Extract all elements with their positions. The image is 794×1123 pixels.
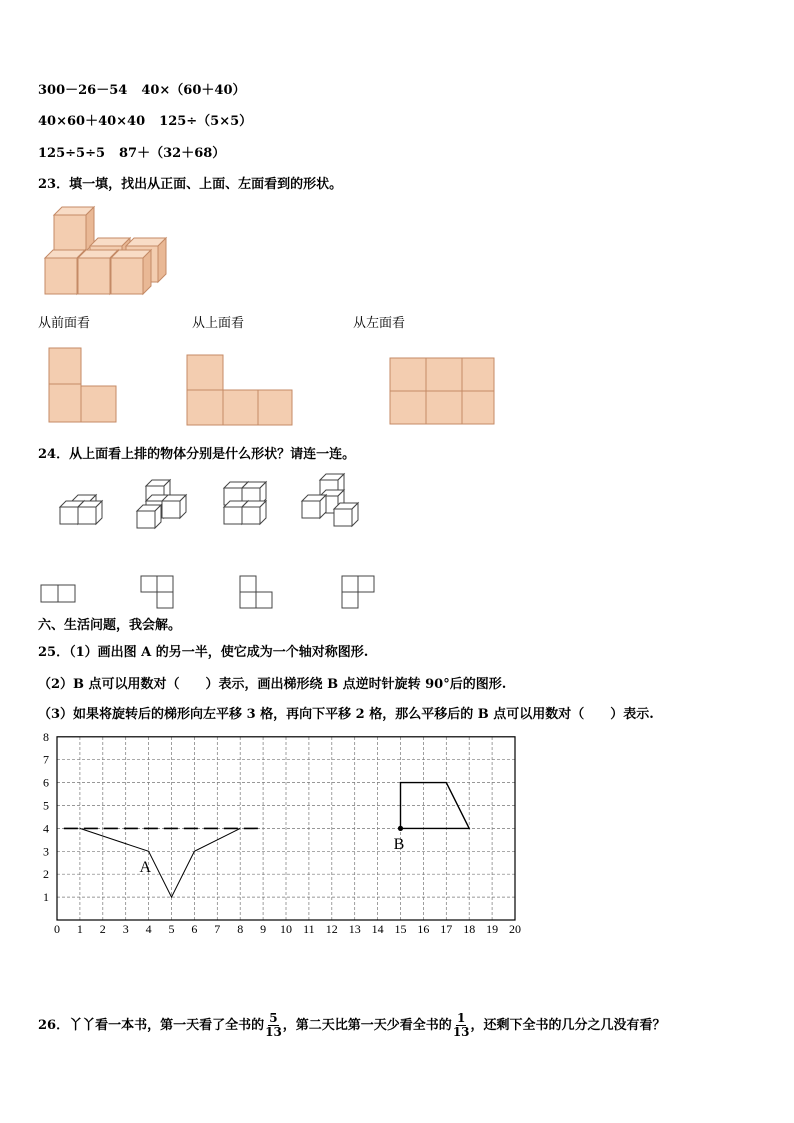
q26-text-1: 26．丫丫看一本书，第一天看了全书的 [38, 1018, 265, 1033]
figure-a [80, 828, 240, 897]
y-tick-label: 5 [43, 798, 49, 813]
fraction-1-denominator: 13 [265, 1025, 282, 1039]
calc-2a: 40×60＋40×40 [38, 114, 146, 129]
label-a: A [139, 858, 152, 876]
x-tick-label: 11 [303, 922, 315, 936]
section-6-title: 六、生活问题，我会解。 [38, 618, 182, 633]
top-view-label: 从上面看 [192, 316, 245, 331]
x-tick-label: 1 [76, 922, 83, 936]
top-view-shape [187, 355, 292, 425]
x-tick-label: 12 [325, 922, 338, 936]
x-tick-label: 6 [191, 922, 198, 936]
q24-object-4 [302, 474, 358, 526]
fraction-1-13 [453, 1012, 470, 1039]
x-tick-label: 16 [417, 922, 430, 936]
y-tick-label: 1 [43, 890, 49, 905]
calc-3b: 87＋（32＋68） [119, 146, 226, 161]
q24-object-3 [224, 482, 266, 524]
front-view-shape [49, 348, 116, 422]
y-tick-label: 7 [43, 752, 49, 767]
calc-3a: 125÷5÷5 [38, 146, 106, 161]
x-tick-label: 13 [348, 922, 361, 936]
q24-shape-4 [342, 576, 374, 608]
x-tick-label: 2 [99, 922, 106, 936]
left-view-shape [390, 358, 494, 424]
q24-object-1 [60, 495, 102, 524]
q23-cube-figure [45, 207, 166, 294]
q24-title: 24．从上面看上排的物体分别是什么形状？请连一连。 [38, 447, 356, 462]
calc-2b: 125÷（5×5） [159, 114, 253, 129]
x-tick-label: 8 [237, 922, 244, 936]
x-tick-label: 4 [145, 922, 152, 936]
q25-part1: 25．（1）画出图 A 的另一半，使它成为一个轴对称图形. [38, 645, 369, 660]
q24-shape-3 [240, 576, 272, 608]
q26-text-3: ，还剩下全书的几分之几没有看？ [470, 1018, 666, 1033]
x-tick-label: 19 [486, 922, 499, 936]
q25-part3: （3）如果将旋转后的梯形向左平移 3 格，再向下平移 2 格，那么平移后的 B 点可以用数对（ ）表示. [38, 707, 654, 722]
q26-text-2: ，第二天比第一天少看全书的 [282, 1018, 452, 1033]
x-tick-label: 5 [168, 922, 175, 936]
x-tick-label: 10 [280, 922, 292, 936]
q23-title: 23．填一填，找出从正面、上面、左面看到的形状。 [38, 177, 343, 192]
y-tick-label: 8 [43, 729, 49, 744]
x-tick-label: 15 [394, 922, 407, 936]
q24-object-2 [137, 480, 186, 528]
y-tick-label: 2 [43, 867, 49, 882]
label-b: B [393, 836, 405, 854]
x-tick-label: 17 [440, 922, 453, 936]
fraction-2-numerator: 1 [456, 1011, 466, 1025]
x-tick-label: 18 [463, 922, 476, 936]
fraction-2-denominator: 13 [452, 1025, 470, 1039]
x-tick-label: 20 [509, 922, 521, 936]
fraction-1-numerator: 5 [269, 1011, 278, 1025]
point-b [398, 826, 403, 831]
front-view-label: 从前面看 [38, 316, 91, 331]
q25-part2: （2）B 点可以用数对（ ）表示，画出梯形绕 B 点逆时针旋转 90°后的图形. [38, 677, 507, 692]
y-tick-label: 3 [43, 844, 49, 859]
q26-question [38, 1012, 666, 1039]
left-view-label: 从左面看 [353, 316, 406, 331]
q24-shape-2 [141, 576, 173, 608]
x-tick-label: 7 [214, 922, 221, 936]
y-tick-label: 4 [43, 821, 49, 836]
x-tick-label: 14 [371, 922, 384, 936]
calc-1a: 300－26－54 [38, 83, 128, 98]
y-tick-label: 6 [43, 775, 49, 790]
fraction-5-13 [265, 1012, 282, 1039]
q24-shape-1 [41, 585, 75, 602]
x-tick-label: 9 [260, 922, 267, 936]
x-tick-label: 3 [122, 922, 129, 936]
coordinate-grid [43, 730, 521, 936]
calc-1b: 40×（60＋40） [141, 83, 246, 98]
x-tick-label: 0 [54, 922, 60, 936]
